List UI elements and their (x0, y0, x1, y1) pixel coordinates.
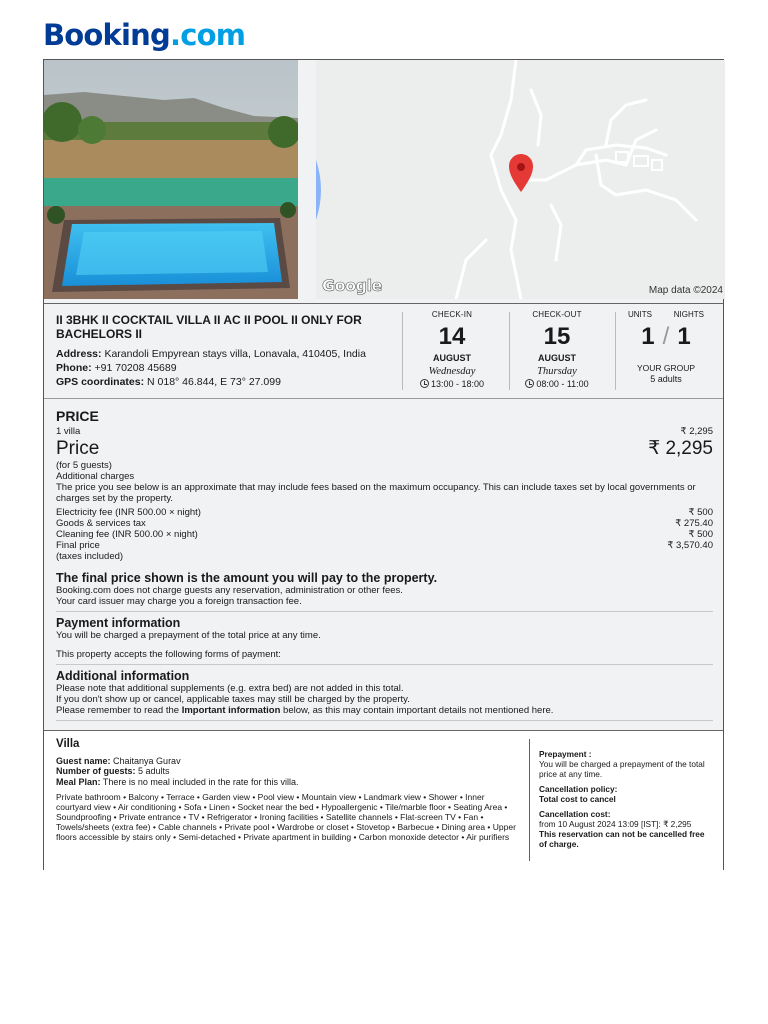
location-map[interactable] (316, 60, 725, 299)
checkin-block: CHECK-IN 14 AUGUST Wednesday 13:00 - 18:00 (402, 310, 502, 389)
stay-summary: UNITS NIGHTS 1 / 1 YOUR GROUP 5 adults (628, 310, 704, 384)
charge-row: Electricity fee (INR 500.00 × night) ₹ 500 (56, 507, 713, 518)
property-name: II 3BHK II COCKTAIL VILLA II AC II POOL II ONLY FOR BACHELORS II (56, 313, 362, 341)
villa-section: Villa Guest name: Chaitanya Gurav Number of guests: 5 adults Meal Plan: There is no meal included in the rate for this villa. Private bathroom • Balcony • Terrace • Garden view • Pool view • Mountain view • Landmark view • Shower • Inner courtyard view • Air conditioning • Sofa • Linen • Socket near the bed • Hypoallergenic • Tile/marble floor • Seating Area • Soundproofing • Private entrance • TV • Refrigerator • Ironing facilities • Satellite channels • Flat-screen TV • Fan • Towels/sheets (extra fee) • Cable channels • Private pool • Wardrobe or closet • Stovetop • Barbecue • Dining area • Upper floors accessible by stairs only • Semi-detached • Private apartment in building • Carbon monoxide detector • Air purifiers Prepayment : You will be charged a prepayment of the total price at any time. Cancellation policy: Total cost to cancel Cancellation cost: from 10 August 2024 13:09 [IST]: ₹ 2,295 This reservation can not be cancelled free of charge. (44, 731, 723, 870)
price-label: Price (56, 438, 100, 459)
map-attribution: Map data ©2024 (648, 285, 723, 296)
final-price-heading: The final price shown is the amount you will pay to the property. (56, 571, 438, 585)
charge-row: Goods & services tax ₹ 275.40 (56, 518, 713, 529)
map-pin-icon (509, 154, 533, 192)
guest-name: Chaitanya Gurav (113, 755, 181, 766)
price-heading: PRICE (56, 408, 99, 424)
phone-line: Phone: +91 70208 45689 (56, 362, 177, 374)
property-photo (44, 60, 298, 299)
address-line: Address: Karandoli Empyrean stays villa, Lonavala, 410405, India (56, 348, 366, 360)
gps-line: GPS coordinates: N 018° 46.844, E 73° 27.099 (56, 376, 281, 388)
clock-icon (420, 379, 429, 388)
confirmation-card (43, 59, 724, 870)
price-total: ₹ 2,295 (648, 438, 713, 459)
charge-row: Cleaning fee (INR 500.00 × night) ₹ 500 (56, 529, 713, 540)
clock-icon (525, 379, 534, 388)
policy-column: Prepayment : You will be charged a prepayment of the total price at any time. Cancellation policy: Total cost to cancel Cancellation cost: from 10 August 2024 13:09 [IST]: ₹ 2,295 This reservation can not be cancelled free of charge. (539, 749, 705, 849)
booking-logo (43, 18, 245, 52)
checkout-block: CHECK-OUT 15 AUGUST Thursday 08:00 - 11:00 (507, 310, 607, 389)
villa-title: Villa (56, 738, 80, 750)
property-info (56, 313, 391, 389)
logo-part-com: .com (169, 18, 246, 52)
checkout-day: 15 (543, 323, 571, 350)
checkin-day: 14 (438, 323, 466, 350)
final-price-row: Final price ₹ 3,570.40 (56, 540, 713, 551)
payment-heading: Payment information (56, 616, 181, 630)
map-roads (316, 60, 725, 299)
logo-part-booking: Booking (43, 18, 170, 52)
price-section: PRICE 1 villa ₹ 2,295 Price ₹ 2,295 (for 5 guests) Additional charges The price you see below is an approximate that may include fees based on the maximum occupancy. This can include taxes set by local governments or charges set by the property. Electricity fee (INR 500.00 × night) ₹ 500 Goods & services tax ₹ 275.40 Cleaning fee (INR 500.00 × night) ₹ 500 Final price ₹ 3,570.40 (taxes included) The final price shown is the amount you will pay to the property. Booking.com does not charge guests any reservation, administration or other fees. Your card issuer may charge you a foreign transaction fee. Payment information You will be charged a prepayment of the total price at any time. This property accepts the following forms of payment: Additional information Please note that additional supplements (e.g. extra bed) are not added in this total. If you don't show up or cancel, applicable taxes may still be charged by the property. Please remember to read the Important information below, as this may contain important details not mentioned here. (56, 408, 713, 725)
google-logo: Google (322, 276, 382, 295)
pool-image (44, 60, 298, 299)
additional-heading: Additional information (56, 669, 190, 683)
facilities-list: Private bathroom • Balcony • Terrace • Garden view • Pool view • Mountain view • Landmark view • Shower • Inner courtyard view • Air conditioning • Sofa • Linen • Socket near the bed • Hypoallergenic • Tile/marble floor • Seating Area • Soundproofing • Private entrance • TV • Refrigerator • Ironing facilities • Satellite channels • Flat-screen TV • Fan • Towels/sheets (extra fee) • Cable channels • Private pool • Wardrobe or closet • Stovetop • Barbecue • Dining area • Upper floors accessible by stairs only • Semi-detached • Private apartment in building • Carbon monoxide detector • Air purifiers (56, 792, 516, 842)
important-info-link: Important information (181, 705, 281, 716)
